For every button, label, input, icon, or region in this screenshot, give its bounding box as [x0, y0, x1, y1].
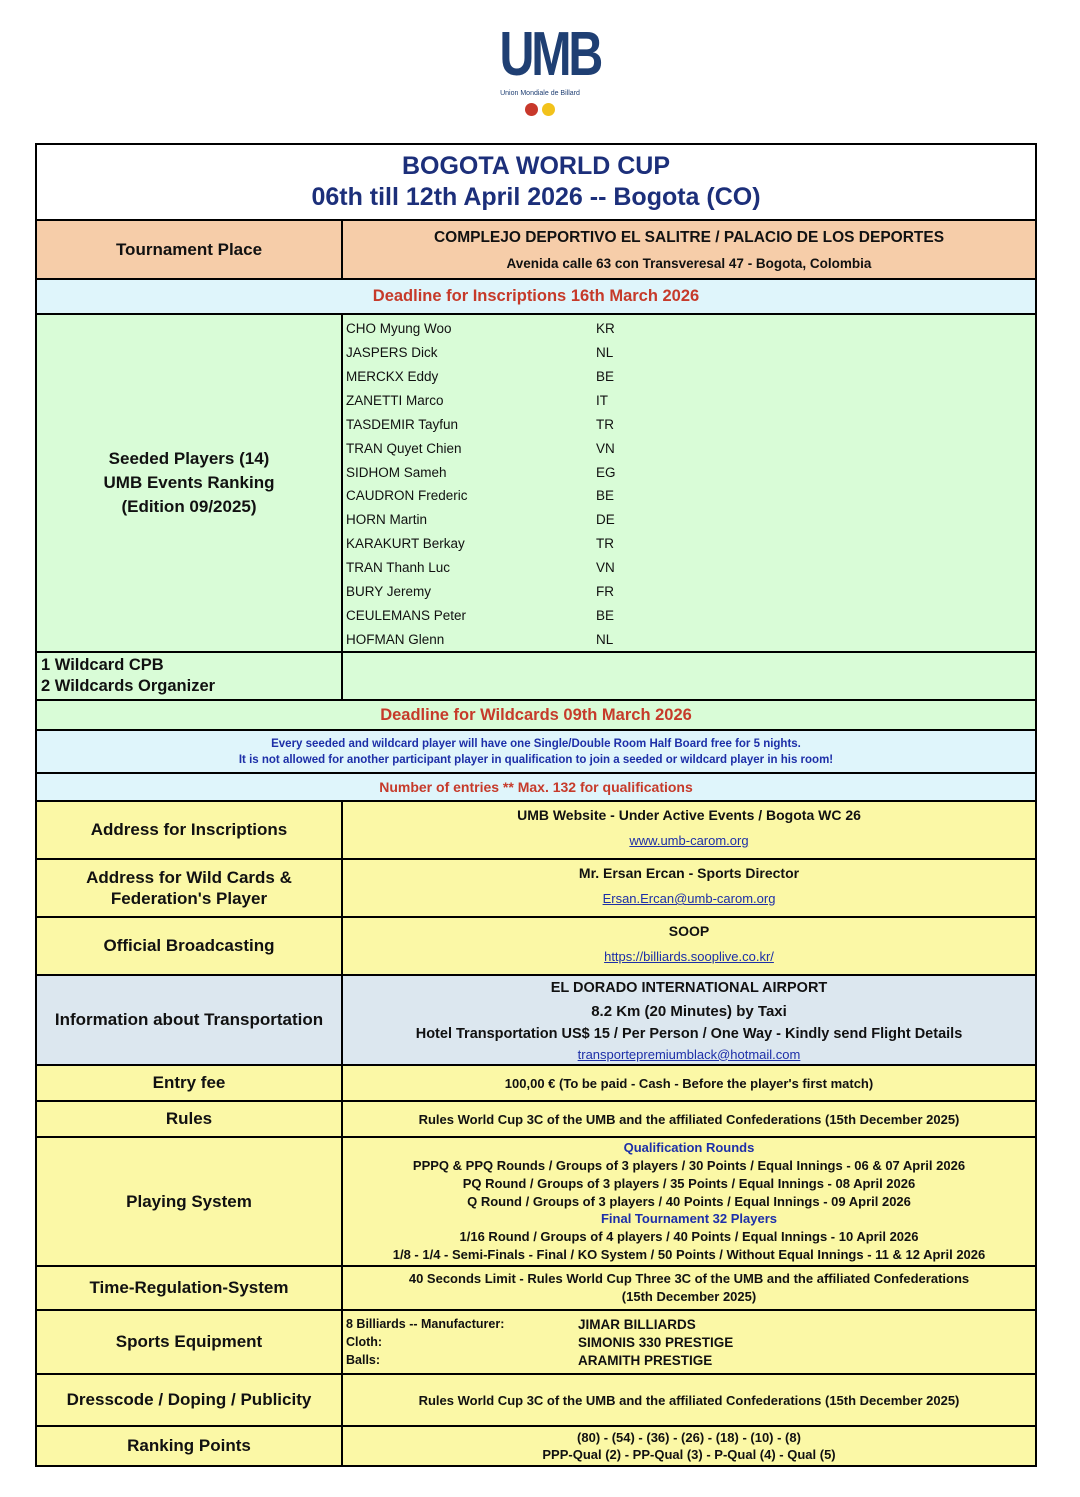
ranking-points-line1: (80) - (54) - (36) - (26) - (18) - (10) - (8)	[577, 1430, 801, 1445]
seeded-player-row	[346, 532, 1035, 556]
wildcards-label	[37, 653, 343, 699]
broadcasting-label: Official Broadcasting	[37, 918, 343, 974]
qualification-line: Q Round / Groups of 3 players / 40 Points / Equal Innings - 09 April 2026	[467, 1193, 911, 1209]
time-regulation-value	[343, 1267, 1035, 1309]
transport-email-link[interactable]: transportepremiumblack@hotmail.com	[577, 1046, 801, 1062]
seeded-label-line3: (Edition 09/2025)	[121, 497, 257, 516]
playing-system-label: Playing System	[37, 1138, 343, 1265]
seeded-player-row	[346, 341, 1035, 365]
equipment-key: Balls:	[346, 1353, 381, 1367]
airport-name: EL DORADO INTERNATIONAL AIRPORT	[550, 979, 828, 996]
equipment-value: JIMAR BILLIARDS	[578, 1316, 696, 1332]
deadline-inscriptions-row	[37, 278, 1035, 313]
inscriptions-text: UMB Website - Under Active Events / Bogota WC 26	[517, 807, 861, 823]
equipment-value: SIMONIS 330 PRESTIGE	[578, 1334, 734, 1350]
player-country: EG	[596, 464, 616, 480]
player-country: KR	[596, 321, 615, 337]
wildcard-address-value	[343, 860, 1035, 916]
player-country: VN	[596, 440, 615, 456]
venue-address: Avenida calle 63 con Transveresal 47 - Bogota, Colombia	[506, 255, 872, 271]
wildcard-address-label-line1: Address for Wild Cards &	[86, 868, 292, 887]
rules-row	[37, 1100, 1035, 1136]
room-note-row	[37, 729, 1035, 772]
sports-director: Mr. Ersan Ercan - Sports Director	[578, 865, 800, 881]
seeded-label-line2: UMB Events Ranking	[103, 473, 275, 492]
time-regulation-label: Time-Regulation-System	[37, 1267, 343, 1309]
player-name: CAUDRON Frederic	[346, 488, 468, 504]
player-name: KARAKURT Berkay	[346, 536, 465, 552]
taxi-distance: 8.2 Km (20 Minutes) by Taxi	[591, 1002, 787, 1020]
broadcasting-value	[343, 918, 1035, 974]
seeded-players-list	[343, 315, 1035, 651]
player-country: TR	[596, 416, 614, 432]
wildcards-organizer: 2 Wildcards Organizer	[41, 677, 216, 695]
equipment-list	[343, 1311, 1035, 1373]
red-dot-icon	[525, 103, 538, 116]
seeded-player-row	[346, 436, 1035, 460]
deadline-wildcards: Deadline for Wildcards 09th March 2026	[380, 705, 692, 724]
final-line: 1/16 Round / Groups of 4 players / 40 Points / Equal Innings - 10 April 2026	[459, 1229, 919, 1245]
deadline-inscriptions: Deadline for Inscriptions 16th March 2026	[372, 287, 700, 305]
equipment-item	[346, 1315, 1035, 1333]
player-name: HOFMAN Glenn	[346, 631, 445, 647]
dresscode-label: Dresscode / Doping / Publicity	[37, 1375, 343, 1425]
player-country: BE	[596, 607, 615, 623]
player-country: BE	[596, 488, 615, 504]
transportation-value	[343, 976, 1035, 1064]
equipment-row	[37, 1309, 1035, 1373]
event-title: BOGOTA WORLD CUP	[401, 152, 671, 180]
wildcard-address-label-line2: Federation's Player	[110, 889, 268, 908]
broadcasting-row	[37, 916, 1035, 974]
player-name: CEULEMANS Peter	[346, 607, 467, 623]
seeded-player-row	[346, 579, 1035, 603]
player-name: JASPERS Dick	[346, 345, 438, 361]
seeded-player-row	[346, 484, 1035, 508]
ranking-points-label: Ranking Points	[37, 1427, 343, 1465]
yellow-dot-icon	[542, 103, 555, 116]
umb-website-link[interactable]: www.umb-carom.org	[629, 833, 749, 848]
entry-fee-row	[37, 1064, 1035, 1100]
entry-fee-label: Entry fee	[37, 1066, 343, 1100]
qualification-line: PPPQ & PPQ Rounds / Groups of 3 players / 30 Points / Equal Innings - 06 & 07 April 2026	[412, 1158, 966, 1174]
ranking-points-row	[37, 1425, 1035, 1465]
tournament-place-value	[343, 221, 1035, 278]
player-country: IT	[596, 393, 608, 408]
seeded-player-row	[346, 317, 1035, 341]
player-country: DE	[596, 512, 615, 528]
wildcard-cpb: 1 Wildcard CPB	[41, 656, 164, 674]
equipment-item	[346, 1351, 1035, 1369]
seeded-player-row	[346, 603, 1035, 627]
ranking-points-value	[343, 1427, 1035, 1465]
player-name: SIDHOM Sameh	[346, 464, 447, 480]
wildcard-address-row	[37, 858, 1035, 916]
equipment-key: Cloth:	[346, 1335, 383, 1349]
room-note	[37, 731, 1035, 772]
transportation-label: Information about Transportation	[37, 976, 343, 1064]
equipment-label: Sports Equipment	[37, 1311, 343, 1373]
inscriptions-label: Address for Inscriptions	[37, 802, 343, 858]
entries-note: Number of entries ** Max. 132 for qualifications	[379, 779, 693, 795]
seeded-label-line1: Seeded Players (14)	[108, 449, 270, 468]
dresscode-row	[37, 1373, 1035, 1425]
title-row	[37, 145, 1035, 219]
umb-logo	[488, 20, 601, 126]
player-name: HORN Martin	[346, 512, 428, 528]
rules-value: Rules World Cup 3C of the UMB and the affiliated Confederations (15th December 2025)	[418, 1111, 960, 1127]
time-regulation-line1: 40 Seconds Limit - Rules World Cup Three 3C of the UMB and the affiliated Confederations	[408, 1271, 970, 1286]
venue-name: COMPLEJO DEPORTIVO EL SALITRE / PALACIO DE LOS DEPORTES	[433, 228, 945, 246]
entry-fee-value: 100,00 € (To be paid - Cash - Before the player's first match)	[504, 1075, 874, 1091]
player-country: NL	[596, 631, 614, 647]
player-country: VN	[596, 560, 615, 576]
broadcast-link[interactable]: https://billiards.sooplive.co.kr/	[604, 949, 774, 964]
player-name: CHO Myung Woo	[346, 321, 452, 337]
rules-label: Rules	[37, 1102, 343, 1136]
player-country: TR	[596, 536, 614, 552]
ranking-points-line2: PPP-Qual (2) - PP-Qual (3) - P-Qual (4) - Qual (5)	[542, 1447, 836, 1462]
qualification-line: PQ Round / Groups of 3 players / 35 Points / Equal Innings - 08 April 2026	[462, 1175, 916, 1191]
room-note-line1: Every seeded and wildcard player will have one Single/Double Room Half Board free for 5 nights.	[271, 737, 801, 750]
player-name: TRAN Quyet Chien	[346, 440, 462, 456]
equipment-value: ARAMITH PRESTIGE	[578, 1352, 713, 1368]
wildcard-address-label	[37, 860, 343, 916]
hotel-transport: Hotel Transportation US$ 15 / Per Person / One Way - Kindly send Flight Details	[415, 1025, 963, 1042]
player-name: TASDEMIR Tayfun	[346, 416, 459, 432]
equipment-item	[346, 1333, 1035, 1351]
seeded-players-label	[37, 315, 343, 651]
equipment-key: 8 Billiards -- Manufacturer:	[346, 1317, 505, 1331]
seeded-player-row	[346, 508, 1035, 532]
player-country: FR	[596, 583, 614, 599]
time-regulation-row	[37, 1265, 1035, 1309]
seeded-player-row	[346, 556, 1035, 580]
inscriptions-row	[37, 800, 1035, 858]
deadline-wildcards-row	[37, 699, 1035, 729]
player-name: TRAN Thanh Luc	[346, 560, 451, 576]
seeded-players-row	[37, 313, 1035, 651]
broadcaster-name: SOOP	[668, 923, 710, 939]
qualification-heading: Qualification Rounds	[623, 1140, 755, 1156]
wildcards-row	[37, 651, 1035, 699]
playing-system-value	[343, 1138, 1035, 1265]
seeded-player-row	[346, 389, 1035, 413]
entries-row	[37, 772, 1035, 800]
player-country: BE	[596, 369, 615, 385]
inscriptions-value	[343, 802, 1035, 858]
seeded-player-row	[346, 412, 1035, 436]
final-line: 1/8 - 1/4 - Semi-Finals - Final / KO System / 50 Points / Without Equal Innings - 11 & 12 April 2026	[392, 1247, 986, 1262]
seeded-player-row	[346, 627, 1035, 651]
sports-director-email-link[interactable]: Ersan.Ercan@umb-carom.org	[602, 891, 776, 906]
transportation-row	[37, 974, 1035, 1064]
tournament-place-row	[37, 219, 1035, 278]
final-tournament-heading: Final Tournament 32 Players	[600, 1211, 778, 1227]
event-dates: 06th till 12th April 2026 -- Bogota (CO)	[311, 183, 761, 211]
logo-subtitle: Union Mondiale de Billard	[500, 90, 580, 97]
player-name: MERCKX Eddy	[346, 369, 439, 385]
player-country: NL	[596, 345, 614, 361]
seeded-player-row	[346, 365, 1035, 389]
room-note-line2: It is not allowed for another participant player in qualification to join a seeded or wildcard player in his room!	[238, 753, 834, 766]
player-name: BURY Jeremy	[346, 583, 432, 599]
player-name: ZANETTI Marco	[346, 393, 444, 408]
dresscode-value: Rules World Cup 3C of the UMB and the affiliated Confederations (15th December 2025)	[418, 1392, 960, 1408]
tournament-info-table	[35, 143, 1037, 1467]
logo-dots	[488, 101, 592, 119]
logo-mark: UMB	[499, 20, 601, 89]
playing-system-row	[37, 1136, 1035, 1265]
tournament-place-label: Tournament Place	[37, 221, 343, 278]
seeded-player-row	[346, 460, 1035, 484]
wildcards-value	[343, 653, 1035, 699]
time-regulation-line2: (15th December 2025)	[621, 1289, 757, 1304]
